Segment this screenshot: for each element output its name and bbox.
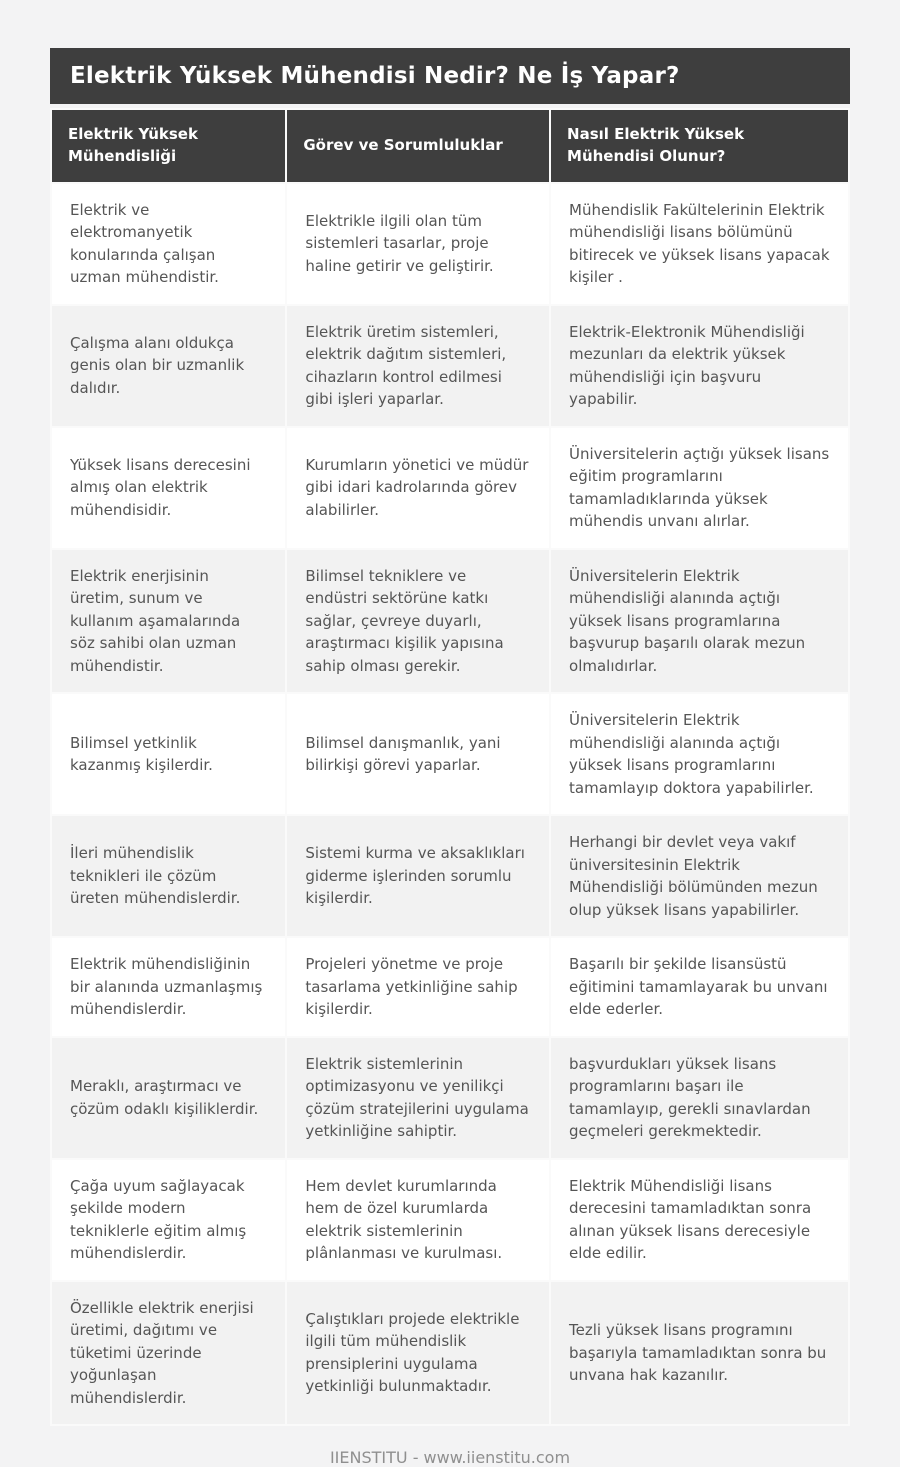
table-cell: Çalışma alanı oldukça genis olan bir uzmanlik dalıdır. <box>52 306 285 426</box>
table-row <box>52 938 848 1036</box>
table-cell: Elektrik sistemlerinin optimizasyonu ve yenilikçi çözüm stratejilerini uygulama yetkinliğine sahiptir. <box>287 1038 549 1158</box>
table-cell: Sistemi kurma ve aksaklıkları giderme işlerinden sorumlu kişilerdir. <box>287 816 549 936</box>
info-table <box>50 108 850 1426</box>
table-cell: Elektrik mühendisliğinin bir alanında uzmanlaşmış mühendislerdir. <box>52 938 285 1036</box>
table-cell: Elektrikle ilgili olan tüm sistemleri tasarlar, proje haline getirir ve geliştirir. <box>287 184 549 304</box>
table-row <box>52 816 848 936</box>
table-row <box>52 1160 848 1280</box>
table-cell: Mühendislik Fakültelerinin Elektrik mühendisliği lisans bölümünü bitirecek ve yüksek lisans yapacak kişiler . <box>551 184 848 304</box>
table-row <box>52 428 848 548</box>
table-cell: Elektrik-Elektronik Mühendisliği mezunları da elektrik yüksek mühendisliği için başvuru yapabilir. <box>551 306 848 426</box>
table-cell: Çağa uyum sağlayacak şekilde modern tekniklerle eğitim almış mühendislerdir. <box>52 1160 285 1280</box>
table-cell: Çalıştıkları projede elektrikle ilgili tüm mühendislik prensiplerini uygulama yetkinliği bulunmaktadır. <box>287 1282 549 1425</box>
table-cell: Elektrik enerjisinin üretim, sunum ve kullanım aşamalarında söz sahibi olan uzman mühendistir. <box>52 550 285 693</box>
table-cell: Kurumların yönetici ve müdür gibi idari kadrolarında görev alabilirler. <box>287 428 549 548</box>
table-body <box>52 184 848 1425</box>
table-cell: Üniversitelerin Elektrik mühendisliği alanında açtığı yüksek lisans programlarına başvurup başarılı olarak mezun olmalıdırlar. <box>551 550 848 693</box>
table-cell: Projeleri yönetme ve proje tasarlama yetkinliğine sahip kişilerdir. <box>287 938 549 1036</box>
table-cell: Elektrik ve elektromanyetik konularında çalışan uzman mühendistir. <box>52 184 285 304</box>
table-row <box>52 694 848 814</box>
table-row <box>52 184 848 304</box>
table-cell: Yüksek lisans derecesini almış olan elektrik mühendisidir. <box>52 428 285 548</box>
table-cell: Meraklı, araştırmacı ve çözüm odaklı kişiliklerdir. <box>52 1038 285 1158</box>
table-cell: Bilimsel yetkinlik kazanmış kişilerdir. <box>52 694 285 814</box>
column-header-nasil-olunur: Nasıl Elektrik Yüksek Mühendisi Olunur? <box>551 110 848 182</box>
table-row <box>52 306 848 426</box>
table-cell: Herhangi bir devlet veya vakıf üniversitesinin Elektrik Mühendisliği bölümünden mezun olup yüksek lisans yapabilirler. <box>551 816 848 936</box>
infographic-page <box>0 48 900 1467</box>
infographic-card <box>50 48 850 1426</box>
table-cell: başvurdukları yüksek lisans programlarını başarı ile tamamlayıp, gerekli sınavlardan geçmeleri gerekmektedir. <box>551 1038 848 1158</box>
table-cell: Hem devlet kurumlarında hem de özel kurumlarda elektrik sistemlerinin plânlanması ve kurulması. <box>287 1160 549 1280</box>
table-cell: Elektrik üretim sistemleri, elektrik dağıtım sistemleri, cihazların kontrol edilmesi gibi işleri yaparlar. <box>287 306 549 426</box>
table-cell: Üniversitelerin açtığı yüksek lisans eğitim programlarını tamamladıklarında yüksek mühendis unvanı alırlar. <box>551 428 848 548</box>
table-cell: Üniversitelerin Elektrik mühendisliği alanında açtığı yüksek lisans programlarını tamamlayıp doktora yapabilirler. <box>551 694 848 814</box>
column-header-elektrik-yuksek-muhendisligi: Elektrik Yüksek Mühendisliği <box>52 110 285 182</box>
table-header-row <box>52 110 848 182</box>
column-header-gorev-ve-sorumluluklar: Görev ve Sorumluluklar <box>287 110 549 182</box>
table-header <box>52 110 848 182</box>
table-row <box>52 1038 848 1158</box>
table-cell: Özellikle elektrik enerjisi üretimi, dağıtımı ve tüketimi üzerinde yoğunlaşan mühendislerdir. <box>52 1282 285 1425</box>
table-row <box>52 1282 848 1425</box>
table-cell: Tezli yüksek lisans programını başarıyla tamamladıktan sonra bu unvana hak kazanılır. <box>551 1282 848 1425</box>
page-title: Elektrik Yüksek Mühendisi Nedir? Ne İş Yapar? <box>50 48 850 104</box>
footer-credit: IIENSTITU - www.iienstitu.com <box>329 1448 571 1467</box>
table-cell: Elektrik Mühendisliği lisans derecesini tamamladıktan sonra alınan yüksek lisans derecesiyle elde edilir. <box>551 1160 848 1280</box>
table-row <box>52 550 848 693</box>
table-cell: Bilimsel tekniklere ve endüstri sektörüne katkı sağlar, çevreye duyarlı, araştırmacı kişilik yapısına sahip olması gerekir. <box>287 550 549 693</box>
table-cell: İleri mühendislik teknikleri ile çözüm üreten mühendislerdir. <box>52 816 285 936</box>
table-cell: Başarılı bir şekilde lisansüstü eğitimini tamamlayarak bu unvanı elde ederler. <box>551 938 848 1036</box>
table-cell: Bilimsel danışmanlık, yani bilirkişi görevi yaparlar. <box>287 694 549 814</box>
